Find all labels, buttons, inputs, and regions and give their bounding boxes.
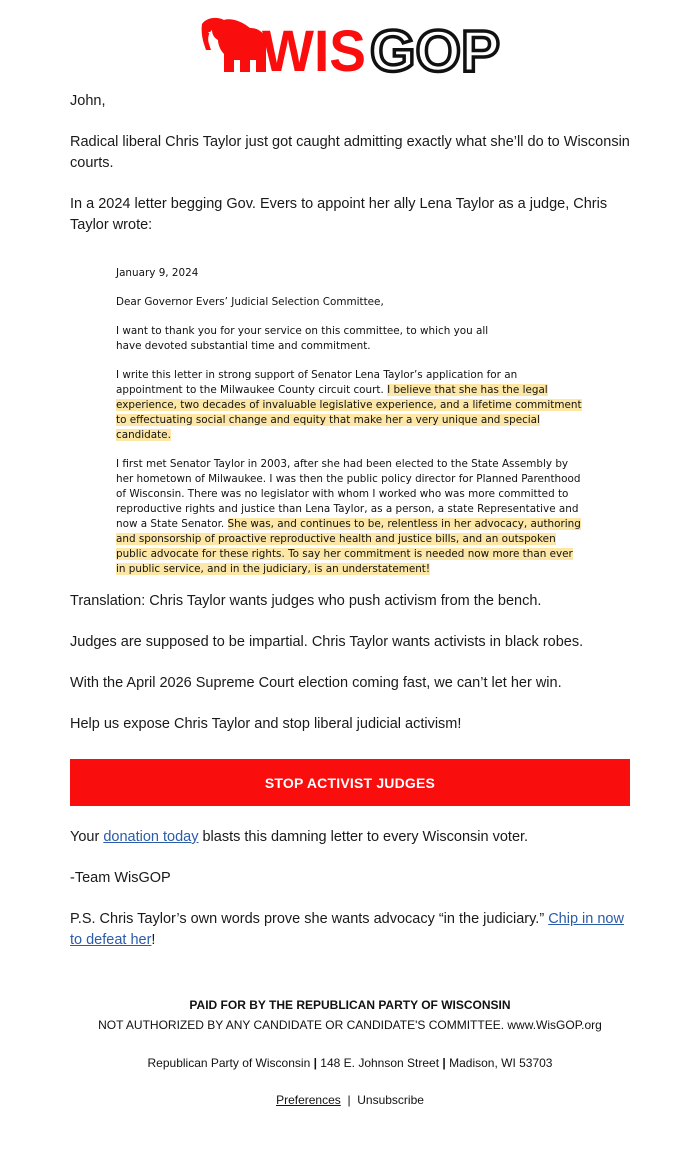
footer-paid-for [0, 998, 700, 1012]
donation-today-link[interactable]: donation today [103, 829, 199, 845]
paragraph-election: With the April 2026 Supreme Court election coming fast, we can’t let her win. [70, 675, 562, 691]
letter-para-2 [116, 368, 582, 443]
paragraph-letter-context: In a 2024 letter begging Gov. Evers to appoint her ally Lena Taylor as a judge, Chris Taylor wrote: [70, 196, 608, 233]
address-city: Madison, WI 53703 [449, 1056, 553, 1070]
paragraph-impartial: Judges are supposed to be impartial. Chris Taylor wants activists in black robes. [70, 634, 584, 650]
letter-date: January 9, 2024 [116, 267, 199, 279]
ps-text: P.S. Chris Taylor’s own words prove she wants advocacy “in the judiciary.” [70, 911, 549, 927]
address-separator-1: | [313, 1056, 317, 1070]
paragraph-translation: Translation: Chris Taylor wants judges who push activism from the bench. [70, 593, 542, 609]
footer-not-authorized: NOT AUTHORIZED BY ANY CANDIDATE OR CANDIDATE'S COMMITTEE. www.WisGOP.org [98, 1018, 602, 1032]
stop-activist-judges-button[interactable]: STOP ACTIVIST JUDGES [70, 759, 630, 806]
logo-wis-text: WIS [262, 19, 366, 78]
preferences-link[interactable]: Preferences [276, 1093, 341, 1107]
chip-in-link[interactable]: Chip in now to defeat her [70, 911, 624, 948]
letter-para-3-highlight: She was, and continues to be, relentless in her advocacy, authoring and sponsorship of proactive reproductive health and justice bills, and an outspoken public advocate for these rights. To say her commitment is needed now more than ever in public service, and in the judiciary, is an understatement! [116, 518, 581, 575]
address-separator-2: | [442, 1056, 446, 1070]
postscript [70, 909, 632, 951]
letter-para-3-text: I first met Senator Taylor in 2003, after she had been elected to the State Assembly by her hometown of Milwaukee. I was then the public policy director for Planned Parenthood of Wisconsin. There was no legislator with whom I worked who was more committed to reproductive rights and justice than Lena Taylor, as a person, a state Representative and now a State Senator. [116, 458, 581, 530]
footer-address [0, 1056, 700, 1070]
greeting: John, [70, 93, 106, 109]
wisgop-logo-graphic [200, 14, 502, 78]
letter-para-2-highlight: I believe that she has the legal experience, two decades of invaluable legislative experience, and a lifetime commitment to effectuating social change and equity that make her a very unique and special candidate. [116, 384, 582, 441]
footer-links [0, 1093, 700, 1107]
address-org: Republican Party of Wisconsin [147, 1056, 311, 1070]
letter-para-1: I want to thank you for your service on this committee, to which you all have devoted substantial time and commitment. [116, 325, 489, 352]
unsubscribe-link[interactable]: Unsubscribe [357, 1093, 424, 1107]
elephant-icon [202, 18, 266, 72]
donation-text-after: blasts this damning letter to every Wisconsin voter. [198, 829, 529, 845]
letter-para-3 [116, 457, 582, 577]
paragraph-intro: Radical liberal Chris Taylor just got caught admitting exactly what she’ll do to Wisconsin courts. [70, 134, 630, 171]
letter-para-2-text: I write this letter in strong support of Senator Lena Taylor’s application for an appointment to the Milwaukee County circuit court. [116, 369, 518, 396]
letter-excerpt [116, 266, 586, 577]
letter-salutation: Dear Governor Evers’ Judicial Selection Committee, [116, 296, 384, 308]
signoff: -Team WisGOP [70, 870, 171, 886]
wisgop-logo [200, 14, 502, 78]
paragraph-donation [70, 827, 632, 848]
logo-gop-text: GOP [370, 19, 500, 78]
ps-after: ! [151, 932, 156, 948]
donation-text-before: Your [70, 829, 104, 845]
address-street: 148 E. Johnson Street [320, 1056, 440, 1070]
footer-link-separator: | [347, 1093, 351, 1107]
paragraph-help: Help us expose Chris Taylor and stop liberal judicial activism! [70, 716, 462, 732]
paid-for-text: PAID FOR BY THE REPUBLICAN PARTY OF WISCONSIN [189, 998, 511, 1012]
